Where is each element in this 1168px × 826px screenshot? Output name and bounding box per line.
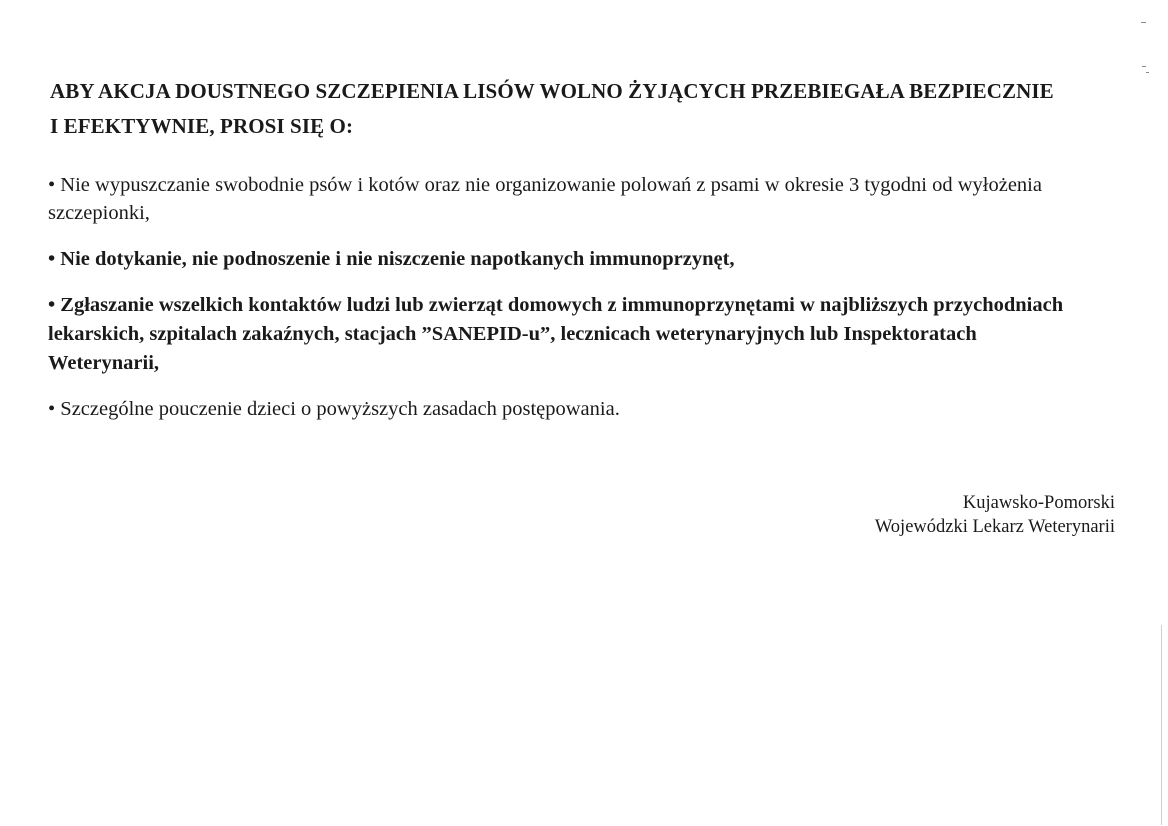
signature-line-1: Kujawsko-Pomorski (962, 493, 1115, 513)
notice-heading (50, 74, 1130, 144)
notice-heading-line-2: I EFEKTYWNIE, PROSI SIĘ O: (50, 114, 354, 138)
signature-block (875, 491, 1115, 539)
list-item-do-not-touch: • Nie dotykanie, nie podnoszenie i nie niszczenie napotkanych immunoprzynęt, (48, 248, 735, 270)
scan-artifact (1146, 72, 1149, 73)
scan-edge-line (1161, 625, 1162, 825)
list-item-report-contact: • Zgłaszanie wszelkich kontaktów ludzi lub zwierząt domowych z immunoprzynętami w najbliższych przychodniach lekarskich, szpitalach zakaźnych, stacjach ”SANEPID-u”, lecznicach weterynaryjnych lub Inspektoratach Weterynarii, (48, 294, 1064, 374)
scan-artifact (1142, 66, 1146, 67)
scan-artifact (1141, 22, 1146, 23)
list-item-pets: • Nie wypuszczanie swobodnie psów i kotów oraz nie organizowanie polowań z psami w okresie 3 tygodni od wyłożenia szczepionki, (48, 174, 1042, 224)
list-item-instruct-children: • Szczególne pouczenie dzieci o powyższych zasadach postępowania. (48, 398, 620, 420)
notice-heading-line-1: ABY AKCJA DOUSTNEGO SZCZEPIENIA LISÓW WOLNO ŻYJĄCYCH PRZEBIEGAŁA BEZPIECZNIE (50, 79, 1054, 103)
signature-line-2: Wojewódzki Lekarz Weterynarii (874, 517, 1115, 537)
